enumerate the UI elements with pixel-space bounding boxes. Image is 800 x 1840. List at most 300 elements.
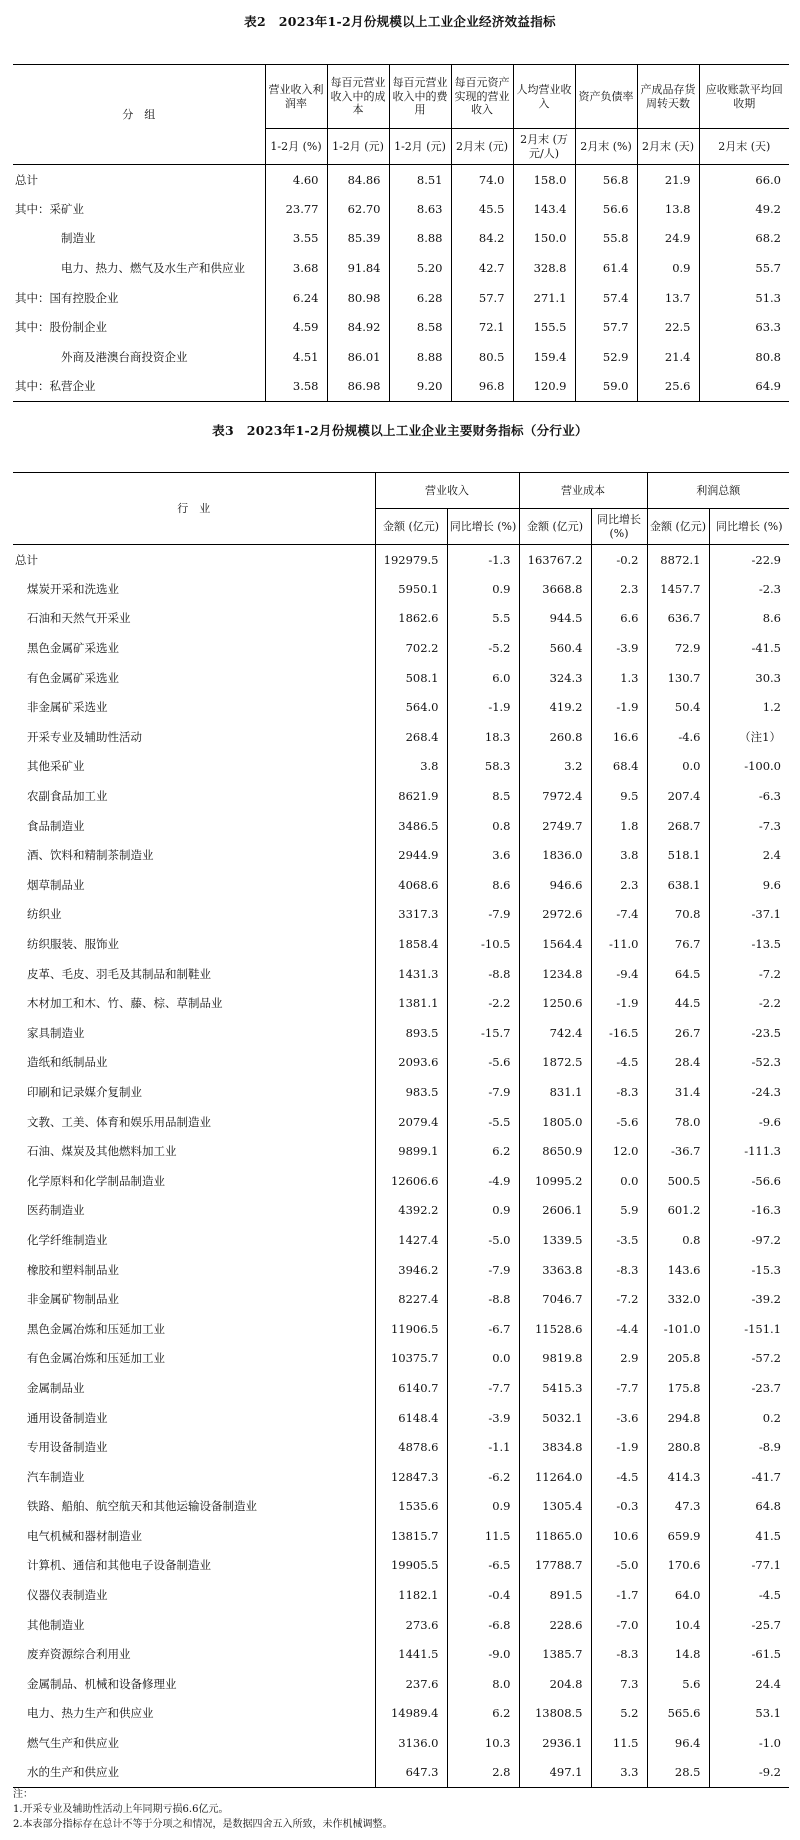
cell-value: 143.6	[647, 1255, 709, 1285]
table-row	[13, 1758, 789, 1788]
cell-value: 6.24	[265, 283, 327, 313]
cell-value: -11.0	[591, 929, 647, 959]
cell-value: 1431.3	[375, 959, 447, 989]
cell-value: 1.3	[591, 663, 647, 693]
industry-label: 其他采矿业	[27, 759, 85, 774]
cell-value: -22.9	[709, 545, 789, 575]
cell-value: -6.7	[447, 1314, 519, 1344]
cell-value: 80.8	[699, 342, 789, 372]
industry-label: 纺织服装、服饰业	[27, 937, 119, 952]
cell-value: 10375.7	[375, 1344, 447, 1374]
cell-value: 62.70	[327, 194, 389, 224]
cell-value: -36.7	[647, 1136, 709, 1166]
cell-value: 55.7	[699, 253, 789, 283]
cell-value: 49.2	[699, 194, 789, 224]
table-row	[13, 312, 789, 342]
cell-value: -10.5	[447, 929, 519, 959]
table-row	[13, 1018, 789, 1048]
industry-label: 水的生产和供应业	[27, 1765, 119, 1780]
cell-value: 3.6	[447, 840, 519, 870]
table-row	[13, 1255, 789, 1285]
cell-value: -1.3	[447, 545, 519, 575]
cell-value: 2944.9	[375, 840, 447, 870]
cell-value: -4.9	[447, 1166, 519, 1196]
industry-label: 化学原料和化学制品制造业	[27, 1173, 165, 1188]
cell-value: 64.0	[647, 1580, 709, 1610]
cell-value: 3946.2	[375, 1255, 447, 1285]
industry-label: 石油和天然气开采业	[27, 611, 131, 626]
cell-value: 268.4	[375, 722, 447, 752]
row-label: 其中：股份制企业	[15, 320, 107, 335]
cell-value: 6148.4	[375, 1403, 447, 1433]
industry-label: 铁路、船舶、航空航天和其他运输设备制造业	[27, 1499, 257, 1514]
cell-value: 12.0	[591, 1136, 647, 1166]
cell-value: 86.01	[327, 342, 389, 372]
cell-value: 68.4	[591, 752, 647, 782]
row-label: 制造业	[61, 231, 96, 246]
cell-value: 84.86	[327, 165, 389, 195]
table-row	[13, 604, 789, 634]
cell-value: 2606.1	[519, 1196, 591, 1226]
cell-value: 1182.1	[375, 1580, 447, 1610]
cell-value: 21.4	[637, 342, 699, 372]
cell-value: 31.4	[647, 1077, 709, 1107]
industry-label: 其他制造业	[27, 1617, 85, 1632]
cell-value: 6.28	[389, 283, 451, 313]
cell-value: 2.9	[591, 1344, 647, 1374]
cell-value: 0.9	[637, 253, 699, 283]
cell-value: -7.9	[447, 1255, 519, 1285]
cell-value: 1427.4	[375, 1225, 447, 1255]
cell-value: -5.2	[447, 633, 519, 663]
cell-value: 28.4	[647, 1048, 709, 1078]
table-row	[13, 1077, 789, 1107]
table-row	[13, 545, 789, 575]
cell-value: 3668.8	[519, 574, 591, 604]
cell-value: 2.3	[591, 870, 647, 900]
cell-value: -7.4	[591, 900, 647, 930]
cell-value: 55.8	[575, 224, 637, 254]
table-row	[13, 633, 789, 663]
cell-value: 1564.4	[519, 929, 591, 959]
cell-value: -6.3	[709, 781, 789, 811]
cell-value: -2.2	[709, 988, 789, 1018]
table-row	[13, 1136, 789, 1166]
cell-value: -7.7	[447, 1373, 519, 1403]
table-row	[13, 870, 789, 900]
table2-column-header: 每百元营业收入中的费用	[389, 65, 451, 129]
cell-value: 4.51	[265, 342, 327, 372]
table2-header-row	[13, 65, 789, 129]
cell-value: 1385.7	[519, 1639, 591, 1669]
cell-value: 130.7	[647, 663, 709, 693]
table2-unit-header: 2月末 (天)	[637, 129, 699, 165]
cell-value: 6.2	[447, 1136, 519, 1166]
industry-label: 电气机械和器材制造业	[27, 1528, 142, 1543]
cell-value: -3.6	[591, 1403, 647, 1433]
cell-value: 3.58	[265, 372, 327, 402]
cell-value: -7.0	[591, 1610, 647, 1640]
industry-label: 医药制造业	[27, 1203, 85, 1218]
cell-value: 57.7	[575, 312, 637, 342]
cell-value: 16.6	[591, 722, 647, 752]
cell-value: -1.7	[591, 1580, 647, 1610]
cell-value: 8227.4	[375, 1284, 447, 1314]
industry-label: 酒、饮料和精制茶制造业	[27, 848, 154, 863]
cell-value: 273.6	[375, 1610, 447, 1640]
cell-value: 52.9	[575, 342, 637, 372]
industry-label: 有色金属冶炼和压延加工业	[27, 1351, 165, 1366]
table2-unit-header: 1-2月 (元)	[389, 129, 451, 165]
table-row	[13, 1314, 789, 1344]
cell-value: -8.9	[709, 1432, 789, 1462]
cell-value: 85.39	[327, 224, 389, 254]
cell-value: 19905.5	[375, 1551, 447, 1581]
table-row	[13, 1462, 789, 1492]
cell-value: 0.9	[447, 1492, 519, 1522]
cell-value: -7.9	[447, 900, 519, 930]
table3-group-header: 利润总额	[647, 473, 789, 509]
cell-value: -5.6	[591, 1107, 647, 1137]
cell-value: -15.3	[709, 1255, 789, 1285]
cell-value: 80.98	[327, 283, 389, 313]
industry-label: 金属制品、机械和设备修理业	[27, 1676, 177, 1691]
industry-label: 废弃资源综合利用业	[27, 1647, 131, 1662]
cell-value: 8872.1	[647, 545, 709, 575]
cell-value: 163767.2	[519, 545, 591, 575]
cell-value: 3.8	[591, 840, 647, 870]
cell-value: -4.4	[591, 1314, 647, 1344]
industry-label: 印刷和记录媒介复制业	[27, 1084, 142, 1099]
cell-value: -5.0	[447, 1225, 519, 1255]
cell-value: 50.4	[647, 692, 709, 722]
cell-value: 23.77	[265, 194, 327, 224]
cell-value: 9819.8	[519, 1344, 591, 1374]
table2-unit-header: 1-2月 (%)	[265, 129, 327, 165]
industry-label: 通用设备制造业	[27, 1410, 108, 1425]
cell-value: 11.5	[447, 1521, 519, 1551]
cell-value: 1535.6	[375, 1492, 447, 1522]
cell-value: 56.8	[575, 165, 637, 195]
table-row	[13, 1610, 789, 1640]
cell-value: 0.9	[447, 1196, 519, 1226]
industry-label: 造纸和纸制品业	[27, 1055, 108, 1070]
cell-value: 143.4	[513, 194, 575, 224]
cell-value: 268.7	[647, 811, 709, 841]
industry-label: 计算机、通信和其他电子设备制造业	[27, 1558, 211, 1573]
table-row	[13, 1432, 789, 1462]
cell-value: 2079.4	[375, 1107, 447, 1137]
table-row	[13, 1344, 789, 1374]
cell-value: 1.2	[709, 692, 789, 722]
cell-value: 891.5	[519, 1580, 591, 1610]
cell-value: -9.4	[591, 959, 647, 989]
cell-value: -2.2	[447, 988, 519, 1018]
cell-value: 500.5	[647, 1166, 709, 1196]
cell-value: -1.1	[447, 1432, 519, 1462]
cell-value: 8.63	[389, 194, 451, 224]
cell-value: 12847.3	[375, 1462, 447, 1492]
cell-value: 328.8	[513, 253, 575, 283]
cell-value: 6.0	[447, 663, 519, 693]
table-row	[13, 283, 789, 313]
industry-label: 有色金属矿采选业	[27, 670, 119, 685]
cell-value: -37.1	[709, 900, 789, 930]
cell-value: -8.3	[591, 1255, 647, 1285]
cell-value: 26.7	[647, 1018, 709, 1048]
cell-value: -15.7	[447, 1018, 519, 1048]
cell-value: 25.6	[637, 372, 699, 402]
table2-economic-indicators	[13, 64, 789, 402]
cell-value: 8621.9	[375, 781, 447, 811]
cell-value: 96.8	[451, 372, 513, 402]
table-row	[13, 1699, 789, 1729]
industry-label: 专用设备制造业	[27, 1440, 108, 1455]
cell-value: -25.7	[709, 1610, 789, 1640]
cell-value: 6.6	[591, 604, 647, 634]
cell-value: 565.6	[647, 1699, 709, 1729]
cell-value: 61.4	[575, 253, 637, 283]
table-row	[13, 1403, 789, 1433]
cell-value: 5.5	[447, 604, 519, 634]
cell-value: 1858.4	[375, 929, 447, 959]
cell-value: 51.3	[699, 283, 789, 313]
industry-label: 皮革、毛皮、羽毛及其制品和制鞋业	[27, 966, 211, 981]
table-row	[13, 692, 789, 722]
cell-value: 192979.5	[375, 545, 447, 575]
cell-value: 1805.0	[519, 1107, 591, 1137]
cell-value: 8.5	[447, 781, 519, 811]
cell-value: -6.8	[447, 1610, 519, 1640]
cell-value: -41.5	[709, 633, 789, 663]
cell-value: 1872.5	[519, 1048, 591, 1078]
cell-value: 9.20	[389, 372, 451, 402]
cell-value: 5.20	[389, 253, 451, 283]
row-label: 外商及港澳台商投资企业	[61, 349, 188, 364]
table2-column-header: 每百元营业收入中的成本	[327, 65, 389, 129]
table-row	[13, 224, 789, 254]
cell-value: 12606.6	[375, 1166, 447, 1196]
cell-value: 84.2	[451, 224, 513, 254]
cell-value: 1441.5	[375, 1639, 447, 1669]
cell-value: 13.8	[637, 194, 699, 224]
cell-value: 508.1	[375, 663, 447, 693]
cell-value: -23.7	[709, 1373, 789, 1403]
cell-value: -23.5	[709, 1018, 789, 1048]
cell-value: 944.5	[519, 604, 591, 634]
cell-value: 260.8	[519, 722, 591, 752]
table-row	[13, 1728, 789, 1758]
cell-value: 2749.7	[519, 811, 591, 841]
cell-value: 271.1	[513, 283, 575, 313]
cell-value: 24.4	[709, 1669, 789, 1699]
cell-value: 10995.2	[519, 1166, 591, 1196]
cell-value: 11906.5	[375, 1314, 447, 1344]
cell-value: 5950.1	[375, 574, 447, 604]
cell-value: 4.59	[265, 312, 327, 342]
cell-value: 3.3	[591, 1758, 647, 1788]
cell-value: 66.0	[699, 165, 789, 195]
cell-value: 742.4	[519, 1018, 591, 1048]
cell-value: 72.9	[647, 633, 709, 663]
row-label: 电力、热力、燃气及水生产和供应业	[61, 261, 245, 276]
cell-value: 13.7	[637, 283, 699, 313]
amount-subheader: 金额 (亿元)	[375, 509, 447, 545]
table2-column-header: 应收账款平均回收期	[699, 65, 789, 129]
industry-label: 电力、热力生产和供应业	[27, 1706, 154, 1721]
cell-value: 59.0	[575, 372, 637, 402]
cell-value: 4068.6	[375, 870, 447, 900]
cell-value: 7.3	[591, 1669, 647, 1699]
table-row	[13, 1196, 789, 1226]
cell-value: 4392.2	[375, 1196, 447, 1226]
cell-value: 53.1	[709, 1699, 789, 1729]
cell-value: -9.0	[447, 1639, 519, 1669]
table2-column-header: 每百元资产实现的营业收入	[451, 65, 513, 129]
industry-label: 非金属矿物制品业	[27, 1292, 119, 1307]
cell-value: -100.0	[709, 752, 789, 782]
cell-value: -5.5	[447, 1107, 519, 1137]
industry-label: 木材加工和木、竹、藤、棕、草制品业	[27, 996, 223, 1011]
cell-value: 893.5	[375, 1018, 447, 1048]
cell-value: -52.3	[709, 1048, 789, 1078]
cell-value: 228.6	[519, 1610, 591, 1640]
amount-subheader: 金额 (亿元)	[647, 509, 709, 545]
cell-value: 2.3	[591, 574, 647, 604]
cell-value: 1381.1	[375, 988, 447, 1018]
cell-value: 8.58	[389, 312, 451, 342]
row-label: 其中：私营企业	[15, 379, 96, 394]
cell-value: 13815.7	[375, 1521, 447, 1551]
cell-value: 0.2	[709, 1403, 789, 1433]
cell-value: -1.9	[591, 988, 647, 1018]
cell-value: -101.0	[647, 1314, 709, 1344]
growth-subheader: 同比增长 (%)	[591, 509, 647, 545]
industry-label: 石油、煤炭及其他燃料加工业	[27, 1144, 177, 1159]
cell-value: -16.3	[709, 1196, 789, 1226]
cell-value: -4.5	[709, 1580, 789, 1610]
cell-value: 204.8	[519, 1669, 591, 1699]
industry-label: 煤炭开采和洗选业	[27, 581, 119, 596]
cell-value: 57.7	[451, 283, 513, 313]
cell-value: 170.6	[647, 1551, 709, 1581]
cell-value: 5032.1	[519, 1403, 591, 1433]
cell-value: -97.2	[709, 1225, 789, 1255]
cell-value: 1305.4	[519, 1492, 591, 1522]
table-row	[13, 722, 789, 752]
cell-value: 497.1	[519, 1758, 591, 1788]
cell-value: -8.8	[447, 959, 519, 989]
cell-value: 205.8	[647, 1344, 709, 1374]
cell-value: 30.3	[709, 663, 789, 693]
cell-value: 47.3	[647, 1492, 709, 1522]
cell-value: 638.1	[647, 870, 709, 900]
table2-column-header: 营业收入利润率	[265, 65, 327, 129]
cell-value: 2093.6	[375, 1048, 447, 1078]
cell-value: 0.0	[447, 1344, 519, 1374]
cell-value: 155.5	[513, 312, 575, 342]
cell-value: 4.60	[265, 165, 327, 195]
cell-value: 72.1	[451, 312, 513, 342]
industry-label: 纺织业	[27, 907, 62, 922]
cell-value: -13.5	[709, 929, 789, 959]
cell-value: -6.5	[447, 1551, 519, 1581]
note-2: 2.本表部分指标存在总计不等于分项之和情况，是数据四舍五入所致，未作机械调整。	[13, 1819, 393, 1830]
cell-value: -57.2	[709, 1344, 789, 1374]
cell-value: 2.8	[447, 1758, 519, 1788]
cell-value: 3136.0	[375, 1728, 447, 1758]
table2-unit-header: 2月末 (%)	[575, 129, 637, 165]
cell-value: 3317.3	[375, 900, 447, 930]
row-label: 其中：国有控股企业	[15, 290, 119, 305]
cell-value: 5.6	[647, 1669, 709, 1699]
cell-value: 1862.6	[375, 604, 447, 634]
cell-value: 601.2	[647, 1196, 709, 1226]
row-label: 其中：采矿业	[15, 201, 84, 216]
table-row	[13, 752, 789, 782]
footnotes	[13, 1787, 793, 1832]
cell-value: 175.8	[647, 1373, 709, 1403]
table2-column-header: 人均营业收入	[513, 65, 575, 129]
table-row	[13, 194, 789, 224]
cell-value: -5.6	[447, 1048, 519, 1078]
cell-value: -77.1	[709, 1551, 789, 1581]
table-row	[13, 1492, 789, 1522]
industry-label: 文教、工美、体育和娱乐用品制造业	[27, 1114, 211, 1129]
cell-value: 17788.7	[519, 1551, 591, 1581]
industry-label: 橡胶和塑料制品业	[27, 1262, 119, 1277]
cell-value: 2936.1	[519, 1728, 591, 1758]
cell-value: -41.7	[709, 1462, 789, 1492]
industry-label: 黑色金属矿采选业	[27, 641, 119, 656]
cell-value: 150.0	[513, 224, 575, 254]
table-row	[13, 1166, 789, 1196]
table-row	[13, 840, 789, 870]
industry-label: 总计	[13, 545, 375, 575]
cell-value: 0.0	[647, 752, 709, 782]
cell-value: -7.2	[591, 1284, 647, 1314]
cell-value: 8650.9	[519, 1136, 591, 1166]
cell-value: -4.5	[591, 1462, 647, 1492]
table-row	[13, 165, 789, 195]
cell-value: 207.4	[647, 781, 709, 811]
cell-value: -1.9	[591, 692, 647, 722]
industry-label: 烟草制品业	[27, 877, 85, 892]
cell-value: 3.2	[519, 752, 591, 782]
table-row	[13, 574, 789, 604]
cell-value: 63.3	[699, 312, 789, 342]
cell-value: 8.51	[389, 165, 451, 195]
table2-column-header: 资产负债率	[575, 65, 637, 129]
table-row	[13, 1048, 789, 1078]
cell-value: 56.6	[575, 194, 637, 224]
note-1: 1.开采专业及辅助性活动上年同期亏损6.6亿元。	[13, 1804, 229, 1815]
cell-value: -4.6	[647, 722, 709, 752]
table-row	[13, 811, 789, 841]
cell-value: -1.9	[447, 692, 519, 722]
cell-value: 86.98	[327, 372, 389, 402]
cell-value: 0.8	[647, 1225, 709, 1255]
cell-value: -7.7	[591, 1373, 647, 1403]
cell-value: 6.2	[447, 1699, 519, 1729]
cell-value: 11865.0	[519, 1521, 591, 1551]
table-row	[13, 1225, 789, 1255]
cell-value: 237.6	[375, 1669, 447, 1699]
cell-value: -56.6	[709, 1166, 789, 1196]
cell-value: 8.0	[447, 1669, 519, 1699]
cell-value: -3.9	[591, 633, 647, 663]
cell-value: 564.0	[375, 692, 447, 722]
